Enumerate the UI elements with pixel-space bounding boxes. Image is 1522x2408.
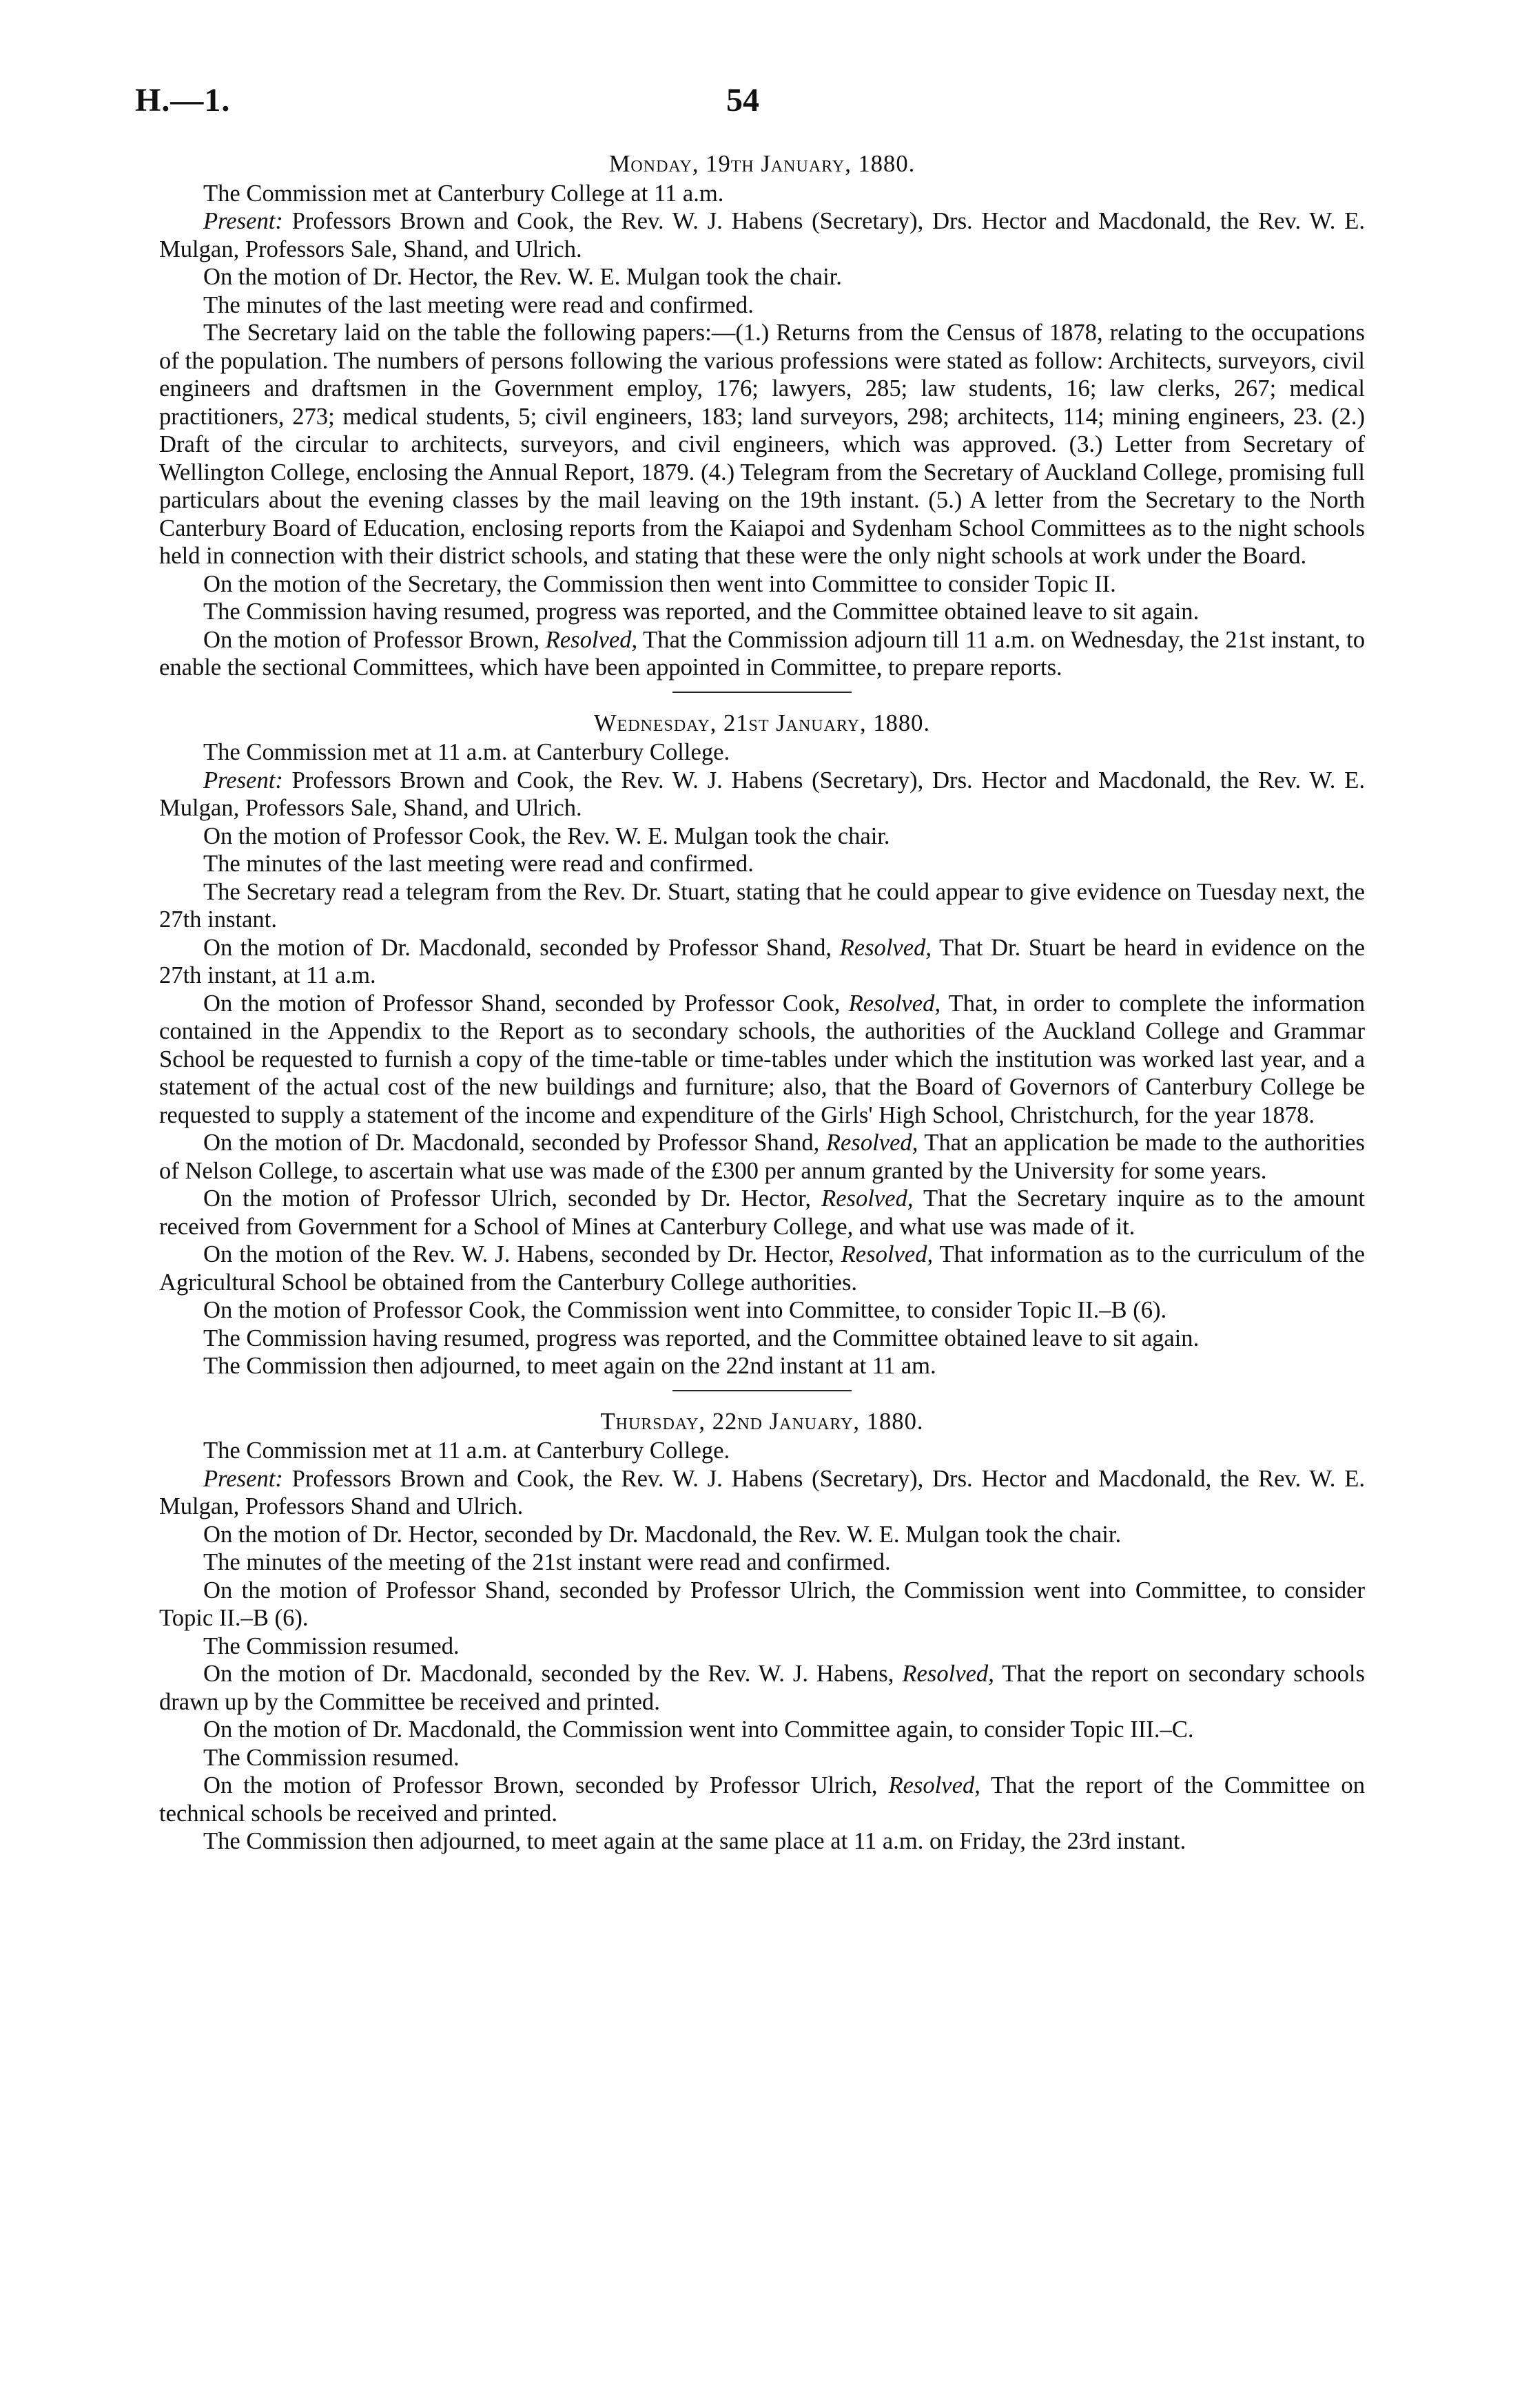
meeting-date-heading: Thursday, 22nd January, 1880. [600, 1408, 924, 1435]
minutes-paragraph: On the motion of the Secretary, the Commission then went into Committee to consider Topic II. [203, 570, 1116, 597]
section-divider [672, 692, 852, 693]
minutes-paragraph: Present: Professors Brown and Cook, the Rev. W. J. Habens (Secretary), Drs. Hector and Macdonald, the Rev. W. E. Mulgan, Professors Shand and Ulrich. [159, 1465, 1365, 1519]
minutes-paragraph: The Commission having resumed, progress was reported, and the Committee obtained leave to sit again. [203, 1325, 1200, 1351]
meeting-date-heading: Monday, 19th January, 1880. [608, 151, 916, 177]
minutes-paragraph: On the motion of Professor Brown, seconded by Professor Ulrich, Resolved, That the report of the Committee on technical schools be received and printed. [159, 1772, 1365, 1827]
minutes-paragraph: On the motion of the Rev. W. J. Habens, seconded by Dr. Hector, Resolved, That information as to the curriculum of the Agricultural School be obtained from the Canterbury College authorities. [159, 1241, 1365, 1296]
document-reference: H.—1. [135, 82, 231, 118]
minutes-body [159, 150, 1365, 1856]
minutes-paragraph: On the motion of Dr. Hector, the Rev. W. E. Mulgan took the chair. [203, 264, 842, 290]
minutes-paragraph: On the motion of Professor Ulrich, seconded by Dr. Hector, Resolved, That the Secretary inquire as to the amount received from Government for a School of Mines at Canterbury College, and what use was made of it. [159, 1185, 1365, 1240]
minutes-paragraph: On the motion of Dr. Macdonald, seconded by Professor Shand, Resolved, That an application be made to the authorities of Nelson College, to ascertain what use was made of the £300 per annum granted by the University for some years. [159, 1130, 1365, 1184]
minutes-paragraph: On the motion of Dr. Hector, seconded by Dr. Macdonald, the Rev. W. E. Mulgan took the chair. [203, 1521, 1122, 1548]
minutes-paragraph: The Commission met at 11 a.m. at Canterbury College. [203, 1437, 730, 1464]
minutes-paragraph: The minutes of the meeting of the 21st instant were read and confirmed. [203, 1549, 891, 1575]
minutes-paragraph: The Commission resumed. [203, 1744, 460, 1771]
minutes-paragraph: Present: Professors Brown and Cook, the Rev. W. J. Habens (Secretary), Drs. Hector and Macdonald, the Rev. W. E. Mulgan, Professors Sale, Shand, and Ulrich. [159, 767, 1365, 821]
minutes-paragraph: The Commission met at 11 a.m. at Canterbury College. [203, 739, 730, 765]
minutes-paragraph: On the motion of Dr. Macdonald, seconded by the Rev. W. J. Habens, Resolved, That the report on secondary schools drawn up by the Committee be received and printed. [159, 1661, 1365, 1715]
minutes-paragraph: Present: Professors Brown and Cook, the Rev. W. J. Habens (Secretary), Drs. Hector and Macdonald, the Rev. W. E. Mulgan, Professors Sale, Shand, and Ulrich. [159, 208, 1365, 262]
minutes-paragraph: The Commission then adjourned, to meet again at the same place at 11 a.m. on Friday, the 23rd instant. [203, 1828, 1186, 1854]
minutes-paragraph: On the motion of Professor Cook, the Rev. W. E. Mulgan took the chair. [203, 822, 890, 849]
minutes-paragraph: On the motion of Professor Shand, seconded by Professor Ulrich, the Commission went into Committee, to consider Topic II.–B (6). [159, 1577, 1365, 1631]
minutes-paragraph: The Commission having resumed, progress was reported, and the Committee obtained leave to sit again. [203, 599, 1200, 625]
minutes-paragraph: The Secretary laid on the table the following papers:—(1.) Returns from the Census of 1878, relating to the occupations of the population. The numbers of persons following the various professions were stated as follow: Architects, surveyors, civil engineers and draftsmen in the Government employ, 176; lawyers, 285; law students, 16; law clerks, 267; medical practitioners, 273; medical students, 5; civil engineers, 183; land surveyors, 298; architects, 114; mining engineers, 23. (2.) Draft of the circular to architects, surveyors, and civil engineers, which was approved. (3.) Letter from Secretary of Wellington College, enclosing the Annual Report, 1879. (4.) Telegram from the Secretary of Auckland College, promising full particulars about the evening classes by the mail leaving on the 19th instant. (5.) A letter from the Secretary to the North Canterbury Board of Education, enclosing reports from the Kaiapoi and Sydenham School Committees as to the night schools held in connection with their district schools, and stating that these were the only night schools at work under the Board. [159, 320, 1365, 569]
minutes-paragraph: On the motion of Professor Shand, seconded by Professor Cook, Resolved, That, in order to complete the information contained in the Appendix to the Report as to secondary schools, the authorities of the Auckland College and Grammar School be requested to furnish a copy of the time-table or time-tables under which the institution was worked last year, and a statement of the actual cost of the new buildings and furniture; also, that the Board of Governors of Canterbury College be requested to supply a statement of the income and expenditure of the Girls' High School, Christchurch, for the year 1878. [159, 990, 1366, 1128]
section-divider [672, 1390, 852, 1391]
minutes-paragraph: On the motion of Professor Brown, Resolved, That the Commission adjourn till 11 a.m. on Wednesday, the 21st instant, to enable the sectional Committees, which have been appointed in Committee, to prepare reports. [159, 626, 1365, 681]
minutes-paragraph: On the motion of Professor Cook, the Commission went into Committee, to consider Topic II.–B (6). [203, 1297, 1167, 1323]
minutes-paragraph: The Commission met at Canterbury College at 11 a.m. [203, 180, 724, 207]
page-number: 54 [726, 82, 759, 118]
minutes-paragraph: On the motion of Dr. Macdonald, the Commission went into Committee again, to consider Topic III.–C. [203, 1716, 1194, 1743]
minutes-paragraph: On the motion of Dr. Macdonald, seconded by Professor Shand, Resolved, That Dr. Stuart be heard in evidence on the 27th instant, at 11 a.m. [159, 934, 1365, 988]
minutes-paragraph: The minutes of the last meeting were read and confirmed. [203, 291, 754, 318]
minutes-paragraph: The Commission resumed. [203, 1632, 460, 1659]
minutes-paragraph: The Commission then adjourned, to meet again on the 22nd instant at 11 am. [203, 1353, 936, 1379]
minutes-paragraph: The Secretary read a telegram from the Rev. Dr. Stuart, stating that he could appear to give evidence on Tuesday next, the 27th instant. [159, 878, 1365, 933]
meeting-date-heading: Wednesday, 21st January, 1880. [593, 709, 931, 736]
minutes-paragraph: The minutes of the last meeting were read and confirmed. [203, 851, 754, 877]
